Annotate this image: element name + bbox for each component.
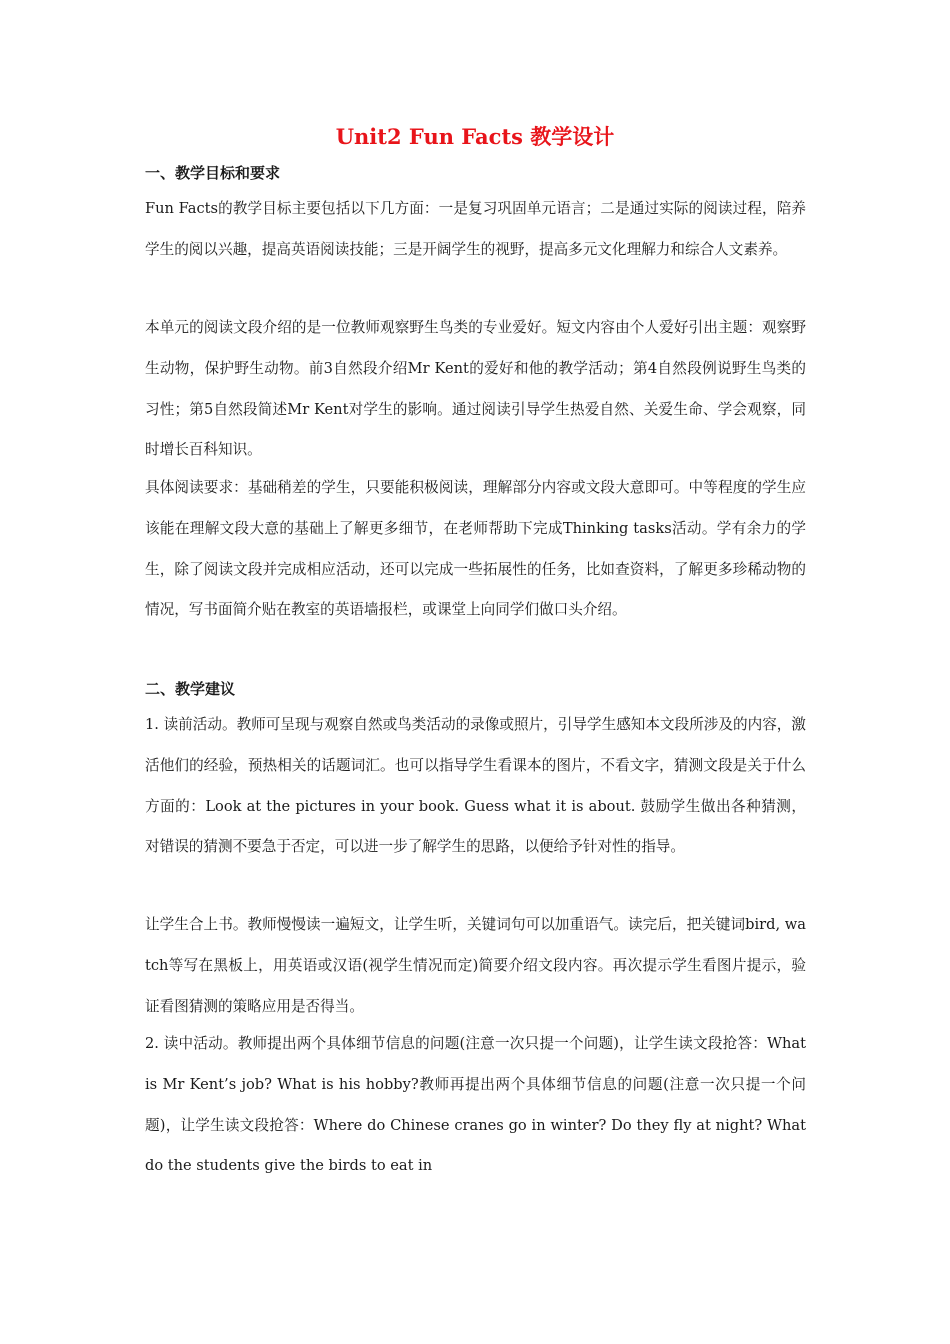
paragraph-goals-overview: Fun Facts的教学目标主要包括以下几方面：一是复习巩固单元语言；二是通过实际的阅读过程，陪养学生的阅以兴趣，提高英语阅读技能；三是开阔学生的视野，提高多元文化理解力和综合人文素养。 xyxy=(145,200,806,258)
paragraph-listen-activity: 让学生合上书。教师慢慢读一遍短文，让学生听，关键词句可以加重语气。读完后，把关键词bird, watch等写在黑板上，用英语或汉语(视学生情况而定)简要介绍文段内容。再次提示学生看图片提示，验证看图猜测的策略应用是否得当。 xyxy=(145,916,806,1015)
document-title: Unit2 Fun Facts 教学设计 xyxy=(335,124,615,149)
paragraph-pre-reading: 1. 读前活动。教师可呈现与观察自然或鸟类活动的录像或照片，引导学生感知本文段所涉及的内容，激活他们的经验，预热相关的话题词汇。也可以指导学生看课本的图片，不看文字，猜测文段是关于什么方面的：Look at the pictures in your book. Guess what it is about. 鼓励学生做出各种猜测，对错误的猜测不要急于否定，可以进一步了解学生的思路，以便给予针对性的指导。 xyxy=(145,716,806,856)
section-heading-goals: 一、教学目标和要求 xyxy=(145,164,281,182)
paragraph-reading-requirements: 具体阅读要求：基础稍差的学生，只要能积极阅读，理解部分内容或文段大意即可。中等程度的学生应该能在理解文段大意的基础上了解更多细节，在老师帮助下完成Thinking tasks活动。学有余力的学生，除了阅读文段并完成相应活动，还可以完成一些拓展性的任务，比如查资料，了解更多珍稀动物的情况，写书面简介贴在教室的英语墙报栏，或课堂上向同学们做口头介绍。 xyxy=(145,479,806,619)
paragraph-while-reading: 2. 读中活动。教师提出两个具体细节信息的问题(注意一次只提一个问题)，让学生读文段抢答：What is Mr Kent’s job? What is his hobby?教师再提出两个具体细节信息的问题(注意一次只提一个问题)，让学生读文段抢答：Where do Chinese cranes go in winter? Do they fly at night? What do the students give the birds to eat in xyxy=(145,1035,806,1175)
paragraph-unit-content: 本单元的阅读文段介绍的是一位教师观察野生鸟类的专业爱好。短文内容由个人爱好引出主题：观察野生动物，保护野生动物。前3自然段介绍Mr Kent的爱好和他的教学活动；第4自然段例说野生鸟类的习性；第5自然段简述Mr Kent对学生的影响。通过阅读引导学生热爱自然、关爱生命、学会观察，同时增长百科知识。 xyxy=(145,319,806,459)
section-heading-suggestions: 二、教学建议 xyxy=(145,680,236,698)
